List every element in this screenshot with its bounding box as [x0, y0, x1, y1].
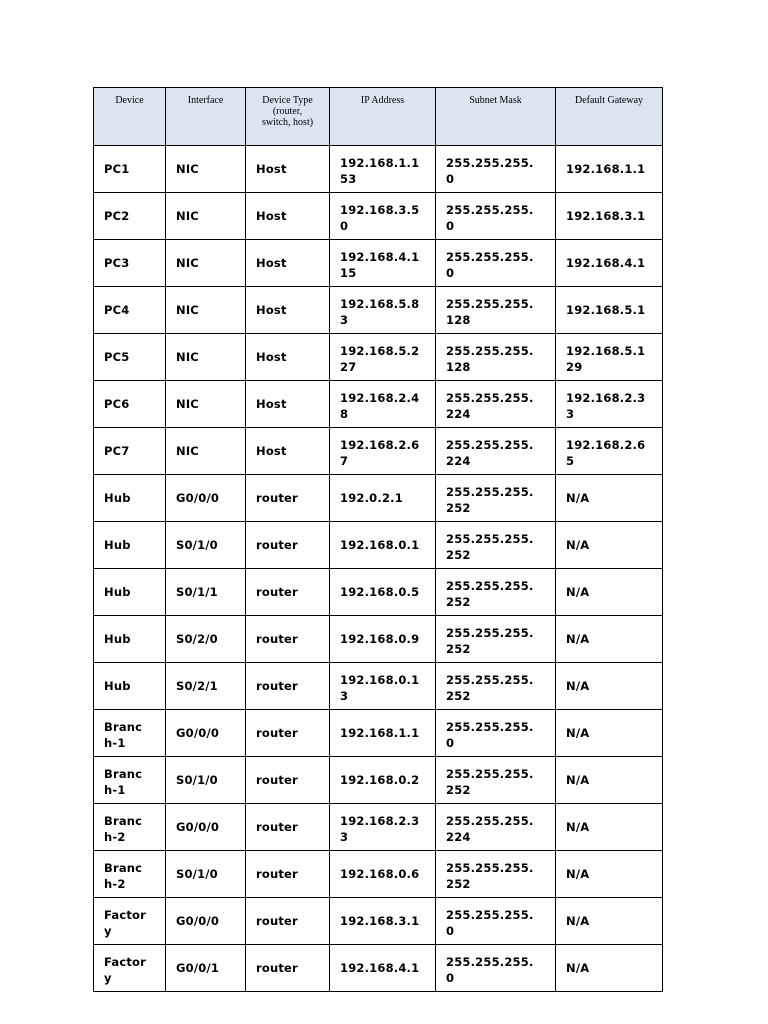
header-ip-address-line: IP Address — [360, 95, 405, 106]
table-row — [94, 287, 663, 334]
cell-subnet-mask: 255.255.255. 224 — [436, 428, 556, 475]
table-row — [94, 193, 663, 240]
cell-device-type: Host — [246, 146, 330, 193]
cell-ip-address: 192.168.5.2 27 — [330, 334, 436, 381]
cell-default-gateway: N/A — [556, 616, 663, 663]
cell-device: PC3 — [94, 240, 166, 287]
table-row — [94, 945, 663, 992]
cell-subnet-mask: 255.255.255. 0 — [436, 898, 556, 945]
cell-default-gateway: 192.168.4.1 — [556, 240, 663, 287]
cell-device-type: router — [246, 569, 330, 616]
table-row — [94, 710, 663, 757]
cell-device-type: router — [246, 710, 330, 757]
table-row — [94, 851, 663, 898]
cell-device-type: router — [246, 851, 330, 898]
header-device-line: Device — [115, 95, 144, 106]
cell-ip-address: 192.168.3.1 — [330, 898, 436, 945]
cell-interface: G0/0/0 — [166, 804, 246, 851]
cell-device: PC6 — [94, 381, 166, 428]
cell-ip-address: 192.168.4.1 15 — [330, 240, 436, 287]
table-row — [94, 381, 663, 428]
cell-device: Hub — [94, 522, 166, 569]
cell-device-type: router — [246, 804, 330, 851]
cell-default-gateway: 192.168.3.1 — [556, 193, 663, 240]
cell-interface: G0/0/0 — [166, 710, 246, 757]
header-interface — [166, 88, 246, 146]
cell-ip-address: 192.168.0.9 — [330, 616, 436, 663]
cell-device-type: Host — [246, 428, 330, 475]
table-row — [94, 428, 663, 475]
cell-interface: NIC — [166, 240, 246, 287]
cell-default-gateway: N/A — [556, 945, 663, 992]
cell-device: PC4 — [94, 287, 166, 334]
header-device-type — [246, 88, 330, 146]
cell-ip-address: 192.168.0.1 3 — [330, 663, 436, 710]
cell-device: PC7 — [94, 428, 166, 475]
cell-default-gateway: N/A — [556, 710, 663, 757]
cell-ip-address: 192.168.0.2 — [330, 757, 436, 804]
cell-device: Branc h-1 — [94, 757, 166, 804]
table-row — [94, 757, 663, 804]
addressing-table — [93, 87, 663, 992]
cell-device: Hub — [94, 475, 166, 522]
cell-device-type: Host — [246, 381, 330, 428]
header-device-type-line: switch, host) — [261, 117, 314, 128]
header-row — [94, 88, 663, 146]
header-default-gateway-line: Default Gateway — [574, 95, 644, 106]
cell-default-gateway: N/A — [556, 569, 663, 616]
cell-subnet-mask: 255.255.255. 252 — [436, 663, 556, 710]
cell-device: Branc h-1 — [94, 710, 166, 757]
cell-default-gateway: N/A — [556, 804, 663, 851]
cell-ip-address: 192.168.1.1 53 — [330, 146, 436, 193]
cell-subnet-mask: 255.255.255. 252 — [436, 475, 556, 522]
header-device — [94, 88, 166, 146]
cell-interface: NIC — [166, 287, 246, 334]
cell-ip-address: 192.168.1.1 — [330, 710, 436, 757]
header-interface-line: Interface — [187, 95, 224, 106]
cell-device-type: Host — [246, 287, 330, 334]
cell-interface: S0/2/0 — [166, 616, 246, 663]
cell-default-gateway: 192.168.2.3 3 — [556, 381, 663, 428]
cell-subnet-mask: 255.255.255. 252 — [436, 569, 556, 616]
cell-interface: S0/1/0 — [166, 522, 246, 569]
cell-device-type: router — [246, 475, 330, 522]
cell-device: Branc h-2 — [94, 851, 166, 898]
cell-device: PC2 — [94, 193, 166, 240]
table-row — [94, 616, 663, 663]
cell-subnet-mask: 255.255.255. 128 — [436, 334, 556, 381]
cell-device: PC5 — [94, 334, 166, 381]
cell-default-gateway: N/A — [556, 475, 663, 522]
cell-device-type: router — [246, 616, 330, 663]
cell-interface: NIC — [166, 334, 246, 381]
cell-device-type: Host — [246, 334, 330, 381]
cell-subnet-mask: 255.255.255. 224 — [436, 381, 556, 428]
cell-interface: S0/1/0 — [166, 757, 246, 804]
cell-interface: S0/1/0 — [166, 851, 246, 898]
cell-subnet-mask: 255.255.255. 252 — [436, 616, 556, 663]
cell-subnet-mask: 255.255.255. 224 — [436, 804, 556, 851]
cell-interface: S0/2/1 — [166, 663, 246, 710]
cell-interface: NIC — [166, 146, 246, 193]
cell-ip-address: 192.168.2.3 3 — [330, 804, 436, 851]
cell-device-type: Host — [246, 240, 330, 287]
cell-subnet-mask: 255.255.255. 0 — [436, 945, 556, 992]
cell-device: Hub — [94, 569, 166, 616]
cell-interface: NIC — [166, 193, 246, 240]
header-default-gateway — [556, 88, 663, 146]
cell-interface: G0/0/1 — [166, 945, 246, 992]
cell-subnet-mask: 255.255.255. 0 — [436, 710, 556, 757]
cell-default-gateway: N/A — [556, 663, 663, 710]
cell-device-type: router — [246, 945, 330, 992]
cell-default-gateway: N/A — [556, 898, 663, 945]
cell-subnet-mask: 255.255.255. 128 — [436, 287, 556, 334]
cell-default-gateway: N/A — [556, 522, 663, 569]
cell-subnet-mask: 255.255.255. 252 — [436, 757, 556, 804]
table-row — [94, 804, 663, 851]
cell-ip-address: 192.0.2.1 — [330, 475, 436, 522]
cell-device-type: router — [246, 663, 330, 710]
cell-subnet-mask: 255.255.255. 252 — [436, 522, 556, 569]
table-row — [94, 898, 663, 945]
cell-default-gateway: 192.168.2.6 5 — [556, 428, 663, 475]
cell-interface: G0/0/0 — [166, 475, 246, 522]
table-row — [94, 334, 663, 381]
cell-ip-address: 192.168.5.8 3 — [330, 287, 436, 334]
cell-interface: NIC — [166, 428, 246, 475]
cell-subnet-mask: 255.255.255. 0 — [436, 240, 556, 287]
table-header — [94, 88, 663, 146]
cell-ip-address: 192.168.0.6 — [330, 851, 436, 898]
cell-interface: G0/0/0 — [166, 898, 246, 945]
cell-default-gateway: N/A — [556, 851, 663, 898]
cell-default-gateway: 192.168.5.1 29 — [556, 334, 663, 381]
table-row — [94, 475, 663, 522]
cell-ip-address: 192.168.3.5 0 — [330, 193, 436, 240]
cell-default-gateway: 192.168.5.1 — [556, 287, 663, 334]
table-row — [94, 146, 663, 193]
cell-device: Branc h-2 — [94, 804, 166, 851]
cell-subnet-mask: 255.255.255. 0 — [436, 146, 556, 193]
cell-device: Factor y — [94, 898, 166, 945]
cell-subnet-mask: 255.255.255. 0 — [436, 193, 556, 240]
cell-device-type: router — [246, 522, 330, 569]
cell-ip-address: 192.168.0.1 — [330, 522, 436, 569]
cell-subnet-mask: 255.255.255. 252 — [436, 851, 556, 898]
cell-device: Hub — [94, 616, 166, 663]
header-subnet-mask — [436, 88, 556, 146]
table-row — [94, 663, 663, 710]
cell-ip-address: 192.168.0.5 — [330, 569, 436, 616]
header-ip-address — [330, 88, 436, 146]
cell-default-gateway: 192.168.1.1 — [556, 146, 663, 193]
cell-device-type: router — [246, 898, 330, 945]
cell-ip-address: 192.168.2.6 7 — [330, 428, 436, 475]
cell-interface: S0/1/1 — [166, 569, 246, 616]
cell-device-type: router — [246, 757, 330, 804]
cell-device-type: Host — [246, 193, 330, 240]
header-device-type-line: (router, — [272, 106, 303, 117]
table-row — [94, 240, 663, 287]
table-row — [94, 569, 663, 616]
cell-interface: NIC — [166, 381, 246, 428]
cell-device: Factor y — [94, 945, 166, 992]
cell-ip-address: 192.168.4.1 — [330, 945, 436, 992]
header-subnet-mask-line: Subnet Mask — [469, 95, 522, 106]
table-body — [94, 146, 663, 992]
cell-default-gateway: N/A — [556, 757, 663, 804]
cell-device: PC1 — [94, 146, 166, 193]
cell-ip-address: 192.168.2.4 8 — [330, 381, 436, 428]
table-row — [94, 522, 663, 569]
header-device-type-line: Device Type — [262, 95, 313, 106]
cell-device: Hub — [94, 663, 166, 710]
